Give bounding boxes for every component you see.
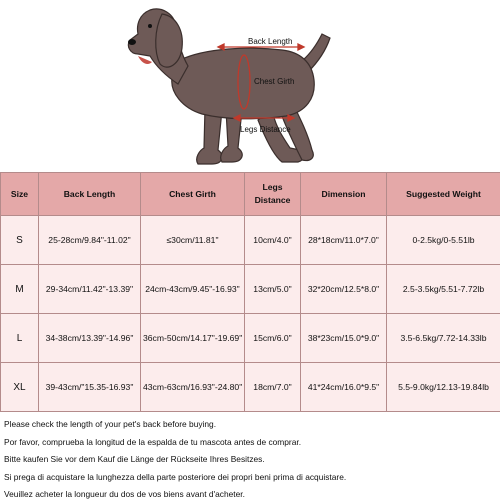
cell-chest-girth: 36cm-50cm/14.17"-19.69" <box>141 314 245 363</box>
dog-illustration <box>0 0 500 170</box>
header-back-length: Back Length <box>39 173 141 216</box>
table-row <box>1 265 500 314</box>
dog-eye <box>148 24 152 28</box>
header-legs-distance: Legs Distance <box>245 173 301 216</box>
chest-girth-label: Chest Girth <box>254 77 294 86</box>
cell-dimension: 38*23cm/15.0*9.0" <box>301 314 387 363</box>
header-suggested-weight: Suggested Weight <box>387 173 500 216</box>
cell-back-length: 39-43cm/"15.35-16.93" <box>39 363 141 412</box>
table-row <box>1 216 500 265</box>
note-italian: Si prega di acquistare la lunghezza della parte posteriore dei propri beni prima di acquistare. <box>4 469 498 487</box>
size-chart-table <box>0 172 500 412</box>
cell-back-length: 34-38cm/13.39"-14.96" <box>39 314 141 363</box>
note-spanish: Por favor, comprueba la longitud de la espalda de tu mascota antes de comprar. <box>4 434 498 452</box>
cell-chest-girth: ≤30cm/11.81" <box>141 216 245 265</box>
cell-size: S <box>1 216 39 265</box>
cell-size: L <box>1 314 39 363</box>
dog-silhouette <box>128 9 330 164</box>
table-header-row <box>1 173 500 216</box>
dog-measurement-diagram <box>0 0 500 170</box>
header-size: Size <box>1 173 39 216</box>
header-dimension: Dimension <box>301 173 387 216</box>
cell-legs-distance: 18cm/7.0" <box>245 363 301 412</box>
note-german: Bitte kaufen Sie vor dem Kauf die Länge der Rückseite Ihres Besitzes. <box>4 451 498 469</box>
cell-suggested-weight: 3.5-6.5kg/7.72-14.33lb <box>387 314 500 363</box>
cell-back-length: 29-34cm/11.42"-13.39" <box>39 265 141 314</box>
note-french: Veuillez acheter la longueur du dos de vos biens avant d'acheter. <box>4 486 498 504</box>
cell-chest-girth: 43cm-63cm/16.93"-24.80" <box>141 363 245 412</box>
cell-size: XL <box>1 363 39 412</box>
back-length-label: Back Length <box>248 37 292 46</box>
legs-distance-label: Legs Distance <box>240 125 291 134</box>
dog-tongue <box>138 56 152 64</box>
cell-legs-distance: 15cm/6.0" <box>245 314 301 363</box>
table-row <box>1 314 500 363</box>
cell-suggested-weight: 0-2.5kg/0-5.51lb <box>387 216 500 265</box>
cell-back-length: 25-28cm/9.84"-11.02" <box>39 216 141 265</box>
cell-dimension: 41*24cm/16.0*9.5" <box>301 363 387 412</box>
cell-legs-distance: 13cm/5.0" <box>245 265 301 314</box>
dog-nose <box>128 39 136 45</box>
cell-dimension: 32*20cm/12.5*8.0" <box>301 265 387 314</box>
cell-size: M <box>1 265 39 314</box>
header-chest-girth: Chest Girth <box>141 173 245 216</box>
cell-suggested-weight: 2.5-3.5kg/5.51-7.72lb <box>387 265 500 314</box>
table-row <box>1 363 500 412</box>
cell-legs-distance: 10cm/4.0" <box>245 216 301 265</box>
note-english: Please check the length of your pet's back before buying. <box>4 416 498 434</box>
cell-chest-girth: 24cm-43cm/9.45"-16.93" <box>141 265 245 314</box>
cell-suggested-weight: 5.5-9.0kg/12.13-19.84lb <box>387 363 500 412</box>
cell-dimension: 28*18cm/11.0*7.0" <box>301 216 387 265</box>
buying-notes <box>4 416 498 504</box>
